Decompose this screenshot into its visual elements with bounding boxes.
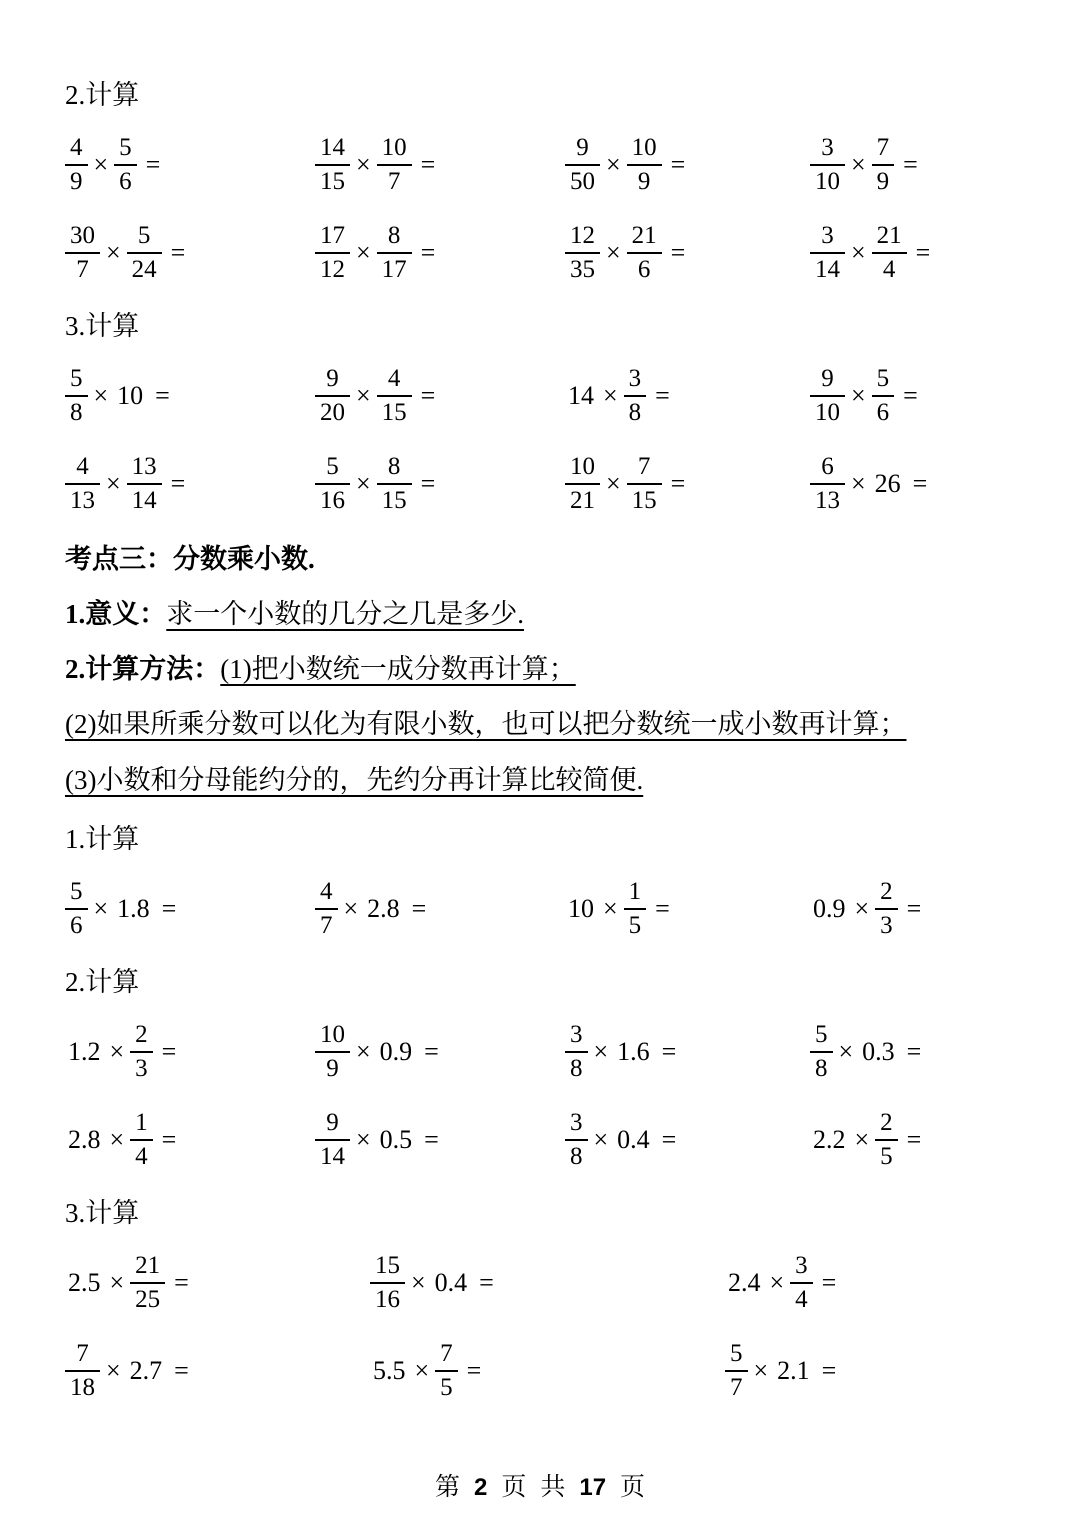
math-expression [65,1109,315,1171]
multiply-sign: × [753,1355,769,1385]
multiply-sign: × [356,1036,371,1066]
fraction [872,365,895,427]
fraction [810,1021,833,1083]
fraction [810,453,845,515]
denominator: 12 [315,252,350,284]
denominator: 18 [65,1370,100,1402]
fraction [370,1252,405,1314]
multiply-sign: × [851,150,866,180]
math-expression [370,1340,725,1402]
fraction [127,453,162,515]
numerator: 10 [570,453,595,481]
equals-sign: = [411,893,427,923]
equals-sign: = [821,1355,837,1385]
number: 2.1 [777,1355,810,1385]
meaning-label: 1.意义： [65,599,167,630]
number: 1.8 [117,893,150,923]
numerator: 7 [76,1339,89,1367]
denominator: 8 [624,395,647,427]
math-expression [65,1252,370,1314]
fraction [130,1109,153,1171]
denominator: 10 [810,395,845,427]
multiply-sign: × [93,893,109,923]
total-pages: 17 [579,1474,607,1501]
denominator: 9 [315,1051,350,1083]
math-expression [315,1109,565,1171]
fraction [315,365,350,427]
numerator: 15 [375,1251,400,1279]
equals-sign: = [912,469,928,499]
numerator: 10 [320,1020,345,1048]
numerator: 12 [570,222,595,250]
number: 2.8 [367,893,400,923]
numerator: 8 [387,222,401,250]
numerator: 7 [637,453,651,481]
equals-sign: = [821,1267,837,1297]
equals-sign: = [479,1267,494,1297]
fraction [377,453,412,515]
number: 2.2 [813,1124,846,1154]
equals-sign: = [466,1355,482,1385]
multiply-sign: × [109,1124,125,1154]
equals-sign: = [424,1124,439,1154]
multiply-sign: × [851,469,866,499]
multiply-sign: × [854,893,870,923]
number: 26 [874,469,901,499]
numerator: 3 [795,1251,808,1279]
math-expression [65,453,315,515]
denominator: 4 [130,1139,153,1171]
problem-row [65,877,1020,941]
numerator: 5 [730,1339,743,1367]
number: 2.5 [68,1267,101,1297]
denominator: 4 [872,252,907,284]
section-heading-decimal-calc-1: 1.计算 [65,823,140,854]
numerator: 9 [326,1108,339,1136]
fraction [65,878,88,940]
page-footer [0,1467,1080,1503]
problem-row [65,364,1020,428]
equals-sign: = [420,238,436,268]
method-line-3 [65,763,1020,798]
fraction [435,1340,458,1402]
problem-row [65,133,1020,197]
numerator: 21 [876,222,902,250]
denominator: 8 [810,1051,833,1083]
denominator: 3 [875,908,898,940]
equals-sign: = [420,381,436,411]
multiply-sign: × [603,893,618,923]
multiply-sign: × [106,469,121,499]
topic-title: 分数乘小数. [173,544,315,575]
multiply-sign: × [356,381,371,411]
math-expression [65,222,315,284]
math-expression [315,878,565,940]
numerator: 4 [387,365,401,393]
equals-sign: = [670,238,686,268]
section-heading-decimal-calc-2: 2.计算 [65,966,140,997]
math-expression [725,1340,1020,1402]
numerator: 5 [815,1020,828,1048]
numerator: 10 [631,134,657,162]
multiply-sign: × [106,1355,121,1385]
math-expression [810,1109,1020,1171]
equals-sign: = [670,150,686,180]
number: 1.6 [617,1036,650,1066]
numerator: 9 [576,134,589,162]
numerator: 21 [631,222,657,250]
multiply-sign: × [603,381,618,411]
denominator: 15 [377,483,412,515]
section-heading-decimal-calc-3: 3.计算 [65,1197,140,1228]
denominator: 8 [65,395,88,427]
multiply-sign: × [356,238,371,268]
numerator: 10 [381,134,407,162]
numerator: 9 [326,365,339,393]
equals-sign: = [906,1124,922,1154]
math-expression [810,222,1020,284]
equals-sign: = [661,1124,677,1154]
multiply-sign: × [854,1124,870,1154]
denominator: 10 [810,164,845,196]
denominator: 13 [65,483,100,515]
fraction [315,134,350,196]
numerator: 7 [440,1339,453,1367]
fraction [377,365,412,427]
fraction [565,1109,588,1171]
denominator: 6 [65,908,88,940]
equals-sign: = [906,1036,922,1066]
fraction [65,453,100,515]
numerator: 9 [821,365,834,393]
fraction [565,1021,588,1083]
denominator: 25 [130,1282,165,1314]
fraction [627,222,662,284]
denominator: 9 [627,164,662,196]
number: 0.9 [813,893,846,923]
denominator: 15 [627,483,662,515]
problem-row [65,1020,1020,1084]
multiply-sign: × [593,1124,609,1154]
denominator: 14 [127,483,162,515]
equals-sign: = [174,1355,189,1385]
fraction [315,222,350,284]
multiply-sign: × [593,1036,609,1066]
denominator: 7 [377,164,412,196]
multiply-sign: × [106,238,121,268]
math-expression [65,365,315,427]
meaning-line [65,597,1020,632]
numerator: 8 [387,453,401,481]
math-expression [565,453,810,515]
multiply-sign: × [109,1036,125,1066]
fraction [627,453,662,515]
number: 5.5 [373,1355,406,1385]
fraction [65,1340,100,1402]
equals-sign: = [420,150,436,180]
math-expression [65,134,315,196]
denominator: 8 [565,1051,588,1083]
section-heading-calc-2: 2.计算 [65,80,140,110]
numerator: 14 [320,134,345,162]
footer-suffix: 页 [620,1474,646,1501]
equals-sign: = [420,469,436,499]
number: 10 [568,893,594,923]
denominator: 15 [377,395,412,427]
multiply-sign: × [851,238,866,268]
denominator: 20 [315,395,350,427]
problem-row [65,1251,1020,1315]
numerator: 3 [821,222,834,250]
fraction [790,1252,813,1314]
multiply-sign: × [606,238,621,268]
denominator: 5 [875,1139,898,1171]
multiply-sign: × [109,1267,125,1297]
math-expression [565,1021,810,1083]
equals-sign: = [170,238,186,268]
fraction [315,878,338,940]
fraction [127,222,162,284]
math-expression [565,365,810,427]
denominator: 7 [315,908,338,940]
numerator: 5 [119,134,132,162]
numerator: 3 [628,365,642,393]
problem-row [65,1108,1020,1172]
multiply-sign: × [414,1355,430,1385]
denominator: 6 [114,164,137,196]
equals-sign: = [661,1036,677,1066]
fraction [315,1021,350,1083]
numerator: 2 [135,1020,148,1048]
method-text-3: (3)小数和分母能约分的，先约分再计算比较简便. [65,764,644,795]
equals-sign: = [174,1267,189,1297]
method-label: 2.计算方法： [65,654,221,685]
method-line-1 [65,652,1020,687]
denominator: 17 [377,252,412,284]
numerator: 4 [70,134,83,162]
denominator: 6 [872,395,895,427]
multiply-sign: × [851,381,866,411]
fraction [810,134,845,196]
numerator: 4 [320,877,333,905]
number: 2.7 [129,1355,163,1385]
section-heading-calc-3: 3.计算 [65,311,140,342]
denominator: 8 [565,1139,588,1171]
equals-sign: = [903,381,918,411]
numerator: 1 [628,877,642,905]
numerator: 3 [570,1020,583,1048]
denominator: 5 [435,1370,458,1402]
number: 2.8 [68,1124,101,1154]
denominator: 15 [315,164,350,196]
denominator: 16 [370,1282,405,1314]
equals-sign: = [145,150,161,180]
multiply-sign: × [769,1267,785,1297]
math-expression [810,134,1020,196]
denominator: 35 [565,252,600,284]
denominator: 16 [315,483,350,515]
numerator: 13 [131,453,157,481]
equals-sign: = [161,1036,177,1066]
denominator: 7 [65,252,100,284]
denominator: 50 [565,164,600,196]
math-expression [565,222,810,284]
fraction [565,134,600,196]
number: 0.4 [434,1267,468,1297]
denominator: 14 [315,1139,350,1171]
numerator: 5 [137,222,151,250]
denominator: 3 [130,1051,153,1083]
footer-mid2: 共 [540,1474,566,1501]
denominator: 24 [127,252,162,284]
fraction [130,1021,153,1083]
number: 14 [568,381,594,411]
topic-label: 考点三： [65,544,173,575]
equals-sign: = [670,469,686,499]
fraction [130,1252,165,1314]
fraction [65,222,100,284]
math-expression [565,878,810,940]
multiply-sign: × [356,150,371,180]
number: 1.2 [68,1036,101,1066]
equals-sign: = [161,1124,177,1154]
multiply-sign: × [356,1124,371,1154]
math-expression [810,453,1020,515]
fraction [377,222,412,284]
numerator: 30 [70,222,95,250]
fraction [65,365,88,427]
denominator: 5 [624,908,647,940]
page-number: 2 [473,1474,488,1501]
fraction [810,222,845,284]
multiply-sign: × [93,381,109,411]
numerator: 4 [76,453,89,481]
equals-sign: = [903,150,918,180]
numerator: 3 [570,1108,583,1136]
math-expression [810,878,1020,940]
fraction [875,878,898,940]
multiply-sign: × [606,469,621,499]
equals-sign: = [170,469,186,499]
denominator: 21 [565,483,600,515]
method-text-2: (2)如果所乘分数可以化为有限小数，也可以把分数统一成小数再计算； [65,709,907,740]
math-expression [315,1021,565,1083]
math-expression [315,222,565,284]
fraction [872,134,895,196]
denominator: 13 [810,483,845,515]
fraction [315,1109,350,1171]
fraction [565,453,600,515]
numerator: 2 [880,877,893,905]
equals-sign: = [161,893,177,923]
denominator: 7 [725,1370,748,1402]
math-expression [65,1340,370,1402]
multiply-sign: × [838,1036,854,1066]
multiply-sign: × [356,469,371,499]
number: 0.3 [862,1036,895,1066]
math-expression [565,134,810,196]
equals-sign: = [655,381,670,411]
meaning-text: 求一个小数的几分之几是多少. [166,599,524,630]
problem-row [65,221,1020,285]
footer-prefix: 第 [434,1474,460,1501]
math-expression [810,1021,1020,1083]
numerator: 5 [70,877,83,905]
equals-sign: = [424,1036,439,1066]
equals-sign: = [906,893,922,923]
fraction [315,453,350,515]
numerator: 17 [320,222,345,250]
denominator: 9 [872,164,895,196]
equals-sign: = [915,238,931,268]
problem-row [65,1339,1020,1403]
numerator: 6 [821,453,834,481]
fraction [377,134,412,196]
math-expression [315,453,565,515]
fraction [565,222,600,284]
number: 0.5 [379,1124,413,1154]
fraction [872,222,907,284]
method-text-1: (1)把小数统一成分数再计算； [220,654,576,685]
fraction [624,878,647,940]
number: 10 [117,381,144,411]
number: 0.4 [617,1124,650,1154]
problem-row [65,452,1020,516]
numerator: 2 [880,1108,893,1136]
multiply-sign: × [606,150,621,180]
numerator: 5 [70,365,83,393]
fraction [114,134,137,196]
multiply-sign: × [93,150,109,180]
denominator: 14 [810,252,845,284]
math-expression [810,365,1020,427]
topic-heading [65,542,1020,577]
fraction [810,365,845,427]
method-line-2 [65,707,1020,742]
equals-sign: = [655,893,670,923]
fraction [627,134,662,196]
footer-mid1: 页 [501,1474,527,1501]
fraction [725,1340,748,1402]
numerator: 5 [326,453,339,481]
math-expression [725,1252,1020,1314]
math-expression [65,1021,315,1083]
math-expression [315,365,565,427]
fraction [65,134,88,196]
denominator: 9 [65,164,88,196]
denominator: 6 [627,252,662,284]
multiply-sign: × [343,893,359,923]
numerator: 7 [876,134,890,162]
fraction [875,1109,898,1171]
math-expression [65,878,315,940]
numerator: 5 [876,365,890,393]
numerator: 3 [821,134,834,162]
equals-sign: = [155,381,170,411]
numerator: 21 [135,1251,161,1279]
fraction [624,365,647,427]
number: 2.4 [728,1267,761,1297]
multiply-sign: × [411,1267,426,1297]
math-expression [315,134,565,196]
math-expression [565,1109,810,1171]
number: 0.9 [379,1036,413,1066]
numerator: 1 [135,1108,148,1136]
denominator: 4 [790,1282,813,1314]
math-expression [370,1252,725,1314]
